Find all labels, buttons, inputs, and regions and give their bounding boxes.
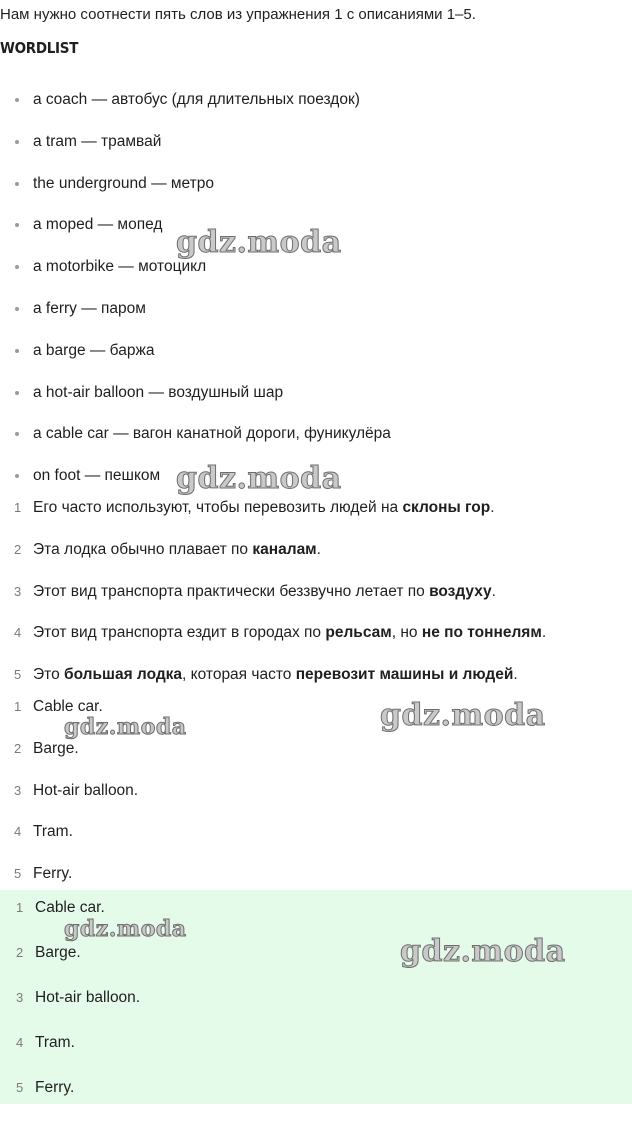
wordlist-entry: a hot-air balloon — воздушный шар [33, 383, 284, 401]
answer-item [0, 735, 138, 777]
emphasis-text: склоны гор [402, 499, 491, 516]
answer-list-highlighted [2, 895, 140, 1120]
answer-list [0, 693, 138, 902]
answer-number: 1 [14, 699, 22, 714]
text-fragment: , которая часто [182, 666, 296, 684]
clue-item [0, 536, 546, 578]
watermark-logo: gdz.moda [176, 461, 342, 496]
emphasis-text: воздуху [429, 582, 492, 600]
answer-text: Barge. [35, 944, 81, 961]
clue-item [0, 494, 546, 536]
bullet-icon [15, 391, 19, 395]
watermark-logo: gdz.moda [64, 714, 187, 740]
emphasis-text: не по тоннелям [421, 624, 542, 642]
clue-text [33, 624, 546, 641]
text-fragment: Его часто используют, чтобы перевозить людей на [33, 499, 403, 516]
emphasis-text: перевозит машины и людей [295, 666, 514, 684]
clue-item [0, 619, 546, 661]
bullet-icon [15, 432, 19, 436]
answer-number: 2 [14, 740, 22, 756]
clue-text [33, 583, 496, 600]
bullet-icon [15, 140, 19, 144]
bullet-icon [15, 307, 19, 311]
clue-list [0, 494, 546, 703]
clue-item [0, 578, 546, 620]
list-item [0, 295, 391, 337]
text-fragment: . [491, 582, 496, 600]
answer-text: Hot-air balloon. [35, 989, 141, 1006]
text-fragment: Этот вид транспорта ездит в городах по [33, 624, 326, 642]
answer-item [2, 1075, 140, 1120]
answer-item [2, 940, 140, 985]
list-item [0, 337, 391, 379]
list-item [0, 420, 391, 462]
text-fragment: , но [391, 624, 422, 642]
answer-item [2, 895, 140, 940]
wordlist-entry: a cable car — вагон канатной дороги, фуникулёра [33, 425, 391, 443]
wordlist [0, 86, 391, 504]
answer-item [2, 1030, 140, 1075]
text-fragment: Этот вид транспорта практически беззвучно летает по [33, 582, 430, 600]
list-item [0, 211, 391, 253]
answer-text: Tram. [35, 1034, 75, 1051]
wordlist-title: WORDLIST [0, 39, 79, 57]
bullet-icon [15, 223, 19, 227]
text-fragment: . [513, 666, 518, 684]
answer-item [0, 818, 138, 860]
bullet-icon [15, 474, 19, 478]
wordlist-entry: a tram — трамвай [33, 132, 162, 150]
answer-item [0, 777, 138, 819]
text-fragment: Эта лодка обычно плавает по [33, 540, 253, 558]
clue-number: 1 [14, 500, 22, 515]
watermark-logo: gdz.moda [380, 698, 546, 733]
emphasis-text: каналам [252, 540, 317, 558]
answer-number: 4 [14, 824, 22, 840]
wordlist-entry: a ferry — паром [33, 299, 146, 317]
intro-text: Нам нужно соотнести пять слов из упражнения 1 с описаниями 1–5. [0, 6, 476, 23]
wordlist-entry: a motorbike — мотоцикл [33, 258, 207, 276]
text-fragment: . [490, 499, 495, 516]
clue-number: 4 [14, 625, 22, 641]
list-item [0, 86, 391, 128]
answer-number: 3 [16, 990, 24, 1005]
emphasis-text: рельсам [325, 624, 392, 642]
clue-number: 2 [14, 541, 22, 557]
bullet-icon [15, 182, 19, 186]
text-fragment: . [541, 624, 547, 642]
answer-text: Tram. [33, 823, 73, 841]
answer-item [0, 693, 138, 735]
bullet-icon [15, 265, 19, 269]
watermark-logo: gdz.moda [64, 916, 187, 942]
clue-number: 3 [14, 583, 22, 599]
wordlist-entry: a moped — мопед [33, 216, 163, 234]
list-item [0, 379, 391, 421]
bullet-icon [15, 349, 19, 353]
clue-text [33, 541, 321, 558]
answer-text: Barge. [33, 739, 79, 757]
answer-number: 5 [16, 1080, 24, 1095]
list-item [0, 170, 391, 212]
clue-text [33, 499, 495, 516]
answer-text: Cable car. [33, 698, 103, 715]
list-item [0, 253, 391, 295]
answer-number: 5 [14, 866, 22, 882]
list-item [0, 128, 391, 170]
wordlist-entry: the underground — метро [33, 174, 214, 192]
emphasis-text: большая лодка [64, 666, 183, 684]
answer-number: 4 [16, 1035, 24, 1050]
answer-text: Ferry. [33, 865, 73, 883]
answer-text: Cable car. [35, 899, 105, 916]
answer-number: 1 [16, 900, 24, 915]
text-fragment: . [316, 540, 321, 558]
wordlist-entry: a barge — баржа [33, 341, 155, 359]
answer-number: 3 [14, 782, 22, 798]
watermark-logo: gdz.moda [400, 934, 566, 969]
watermark-logo: gdz.moda [176, 225, 342, 260]
answer-item [2, 985, 140, 1030]
answer-text: Hot-air balloon. [33, 781, 139, 799]
clue-text [33, 666, 518, 683]
clue-number: 5 [14, 667, 22, 683]
wordlist-entry: a coach — автобус (для длительных поездок) [33, 91, 360, 108]
answer-text: Ferry. [35, 1079, 75, 1096]
wordlist-entry: on foot — пешком [33, 467, 161, 485]
text-fragment: Это [33, 666, 64, 684]
answer-number: 2 [16, 945, 24, 960]
bullet-icon [15, 98, 19, 102]
